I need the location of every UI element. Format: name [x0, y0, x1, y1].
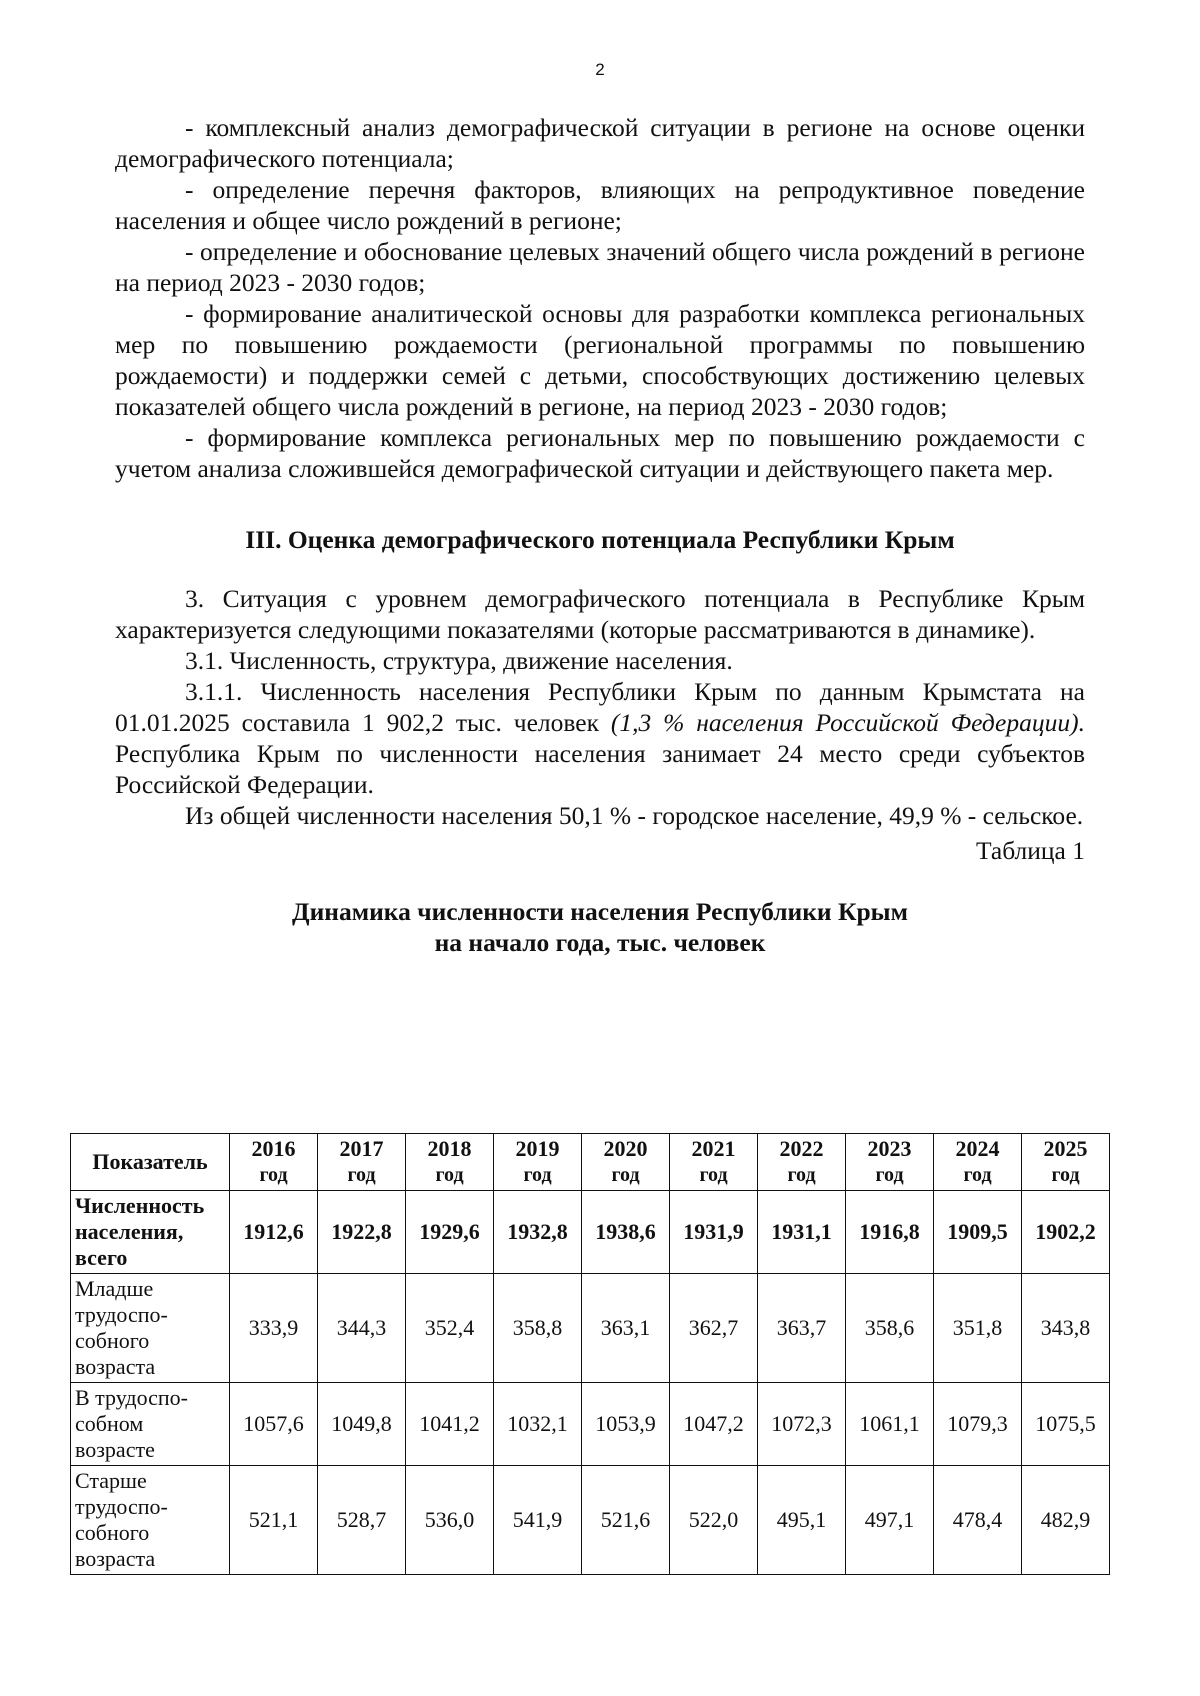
paragraph-bullet-3: - определение и обоснование целевых значений общего числа рождений в регионе на период 2023 - 2030 годов; — [115, 237, 1085, 297]
paragraph-bullet-5: - формирование комплекса региональных мер по повышению рождаемости с учетом анализа сложившейся демографической ситуации и действующего пакета мер. — [115, 423, 1085, 483]
table-cell: 1912,6 — [230, 1191, 318, 1274]
table-cell: 1079,3 — [934, 1383, 1022, 1466]
table-cell: 1931,9 — [670, 1191, 758, 1274]
table-cell: 352,4 — [406, 1274, 494, 1383]
table-cell: 1041,2 — [406, 1383, 494, 1466]
table-row — [71, 1383, 1110, 1466]
table-cell: 528,7 — [318, 1466, 406, 1575]
paragraph-3-1: 3.1. Численность, структура, движение населения. — [185, 646, 733, 675]
table-header-row — [71, 1134, 1110, 1191]
table-title-line-1: Динамика численности населения Республики Крым — [292, 897, 908, 926]
table-cell: 1047,2 — [670, 1383, 758, 1466]
paragraph-3: 3. Ситуация с уровнем демографического потенциала в Республике Крым характеризуется следующими показателями (которые рассматриваются в динамике). — [115, 584, 1085, 644]
population-table — [70, 1133, 1110, 1575]
paragraph-bullet-2: - определение перечня факторов, влияющих на репродуктивное поведение населения и общее число рождений в регионе; — [115, 175, 1085, 235]
table-cell: 1916,8 — [846, 1191, 934, 1274]
table-cell: 1938,6 — [582, 1191, 670, 1274]
table-cell: 1902,2 — [1022, 1191, 1110, 1274]
table-row — [71, 1466, 1110, 1575]
paragraph-bullet-1: - комплексный анализ демографической ситуации в регионе на основе оценки демографического потенциала; — [115, 113, 1085, 173]
table-caption: Таблица 1 — [975, 836, 1085, 865]
table-cell: 521,1 — [230, 1466, 318, 1575]
table-cell: 1057,6 — [230, 1383, 318, 1466]
table-cell: 495,1 — [758, 1466, 846, 1575]
table-cell: 1061,1 — [846, 1383, 934, 1466]
row-label: Старше трудоспо-собного возраста — [71, 1466, 230, 1575]
table-cell: 1075,5 — [1022, 1383, 1110, 1466]
table-cell: 333,9 — [230, 1274, 318, 1383]
paragraph-3-1-1-italic: (1,3 % населения Российской Федерации). — [610, 708, 1085, 737]
table-cell: 1072,3 — [758, 1383, 846, 1466]
table-cell: 1932,8 — [494, 1191, 582, 1274]
header-year: 2018 год — [406, 1134, 494, 1191]
table-cell: 541,9 — [494, 1466, 582, 1575]
table-cell: 521,6 — [582, 1466, 670, 1575]
header-year: 2020 год — [582, 1134, 670, 1191]
table-cell: 1049,8 — [318, 1383, 406, 1466]
table-cell: 1053,9 — [582, 1383, 670, 1466]
table-cell: 362,7 — [670, 1274, 758, 1383]
paragraph-3-1-1 — [115, 676, 1085, 800]
table-cell: 1032,1 — [494, 1383, 582, 1466]
table-cell: 358,8 — [494, 1274, 582, 1383]
row-label: Численность населения, всего — [71, 1191, 230, 1274]
table-cell: 1931,1 — [758, 1191, 846, 1274]
paragraph-3-1-1-end: Республика Крым по численности населения занимает 24 место среди субъектов Российской Федерации. — [115, 739, 1085, 799]
table-title-line-2: на начало года, тыс. человек — [434, 928, 766, 957]
table-cell: 351,8 — [934, 1274, 1022, 1383]
table-cell: 497,1 — [846, 1466, 934, 1575]
header-year: 2023 год — [846, 1134, 934, 1191]
header-year: 2022 год — [758, 1134, 846, 1191]
table-cell: 363,7 — [758, 1274, 846, 1383]
table-row — [71, 1191, 1110, 1274]
table-cell: 344,3 — [318, 1274, 406, 1383]
document-body — [115, 112, 1085, 958]
row-label: Младше трудоспо-собного возраста — [71, 1274, 230, 1383]
table-title — [115, 896, 1085, 958]
table-cell: 1922,8 — [318, 1191, 406, 1274]
header-year: 2021 год — [670, 1134, 758, 1191]
table-cell: 363,1 — [582, 1274, 670, 1383]
table-cell: 482,9 — [1022, 1466, 1110, 1575]
header-indicator: Показатель — [71, 1134, 230, 1191]
paragraph-bullet-4: - формирование аналитической основы для разработки комплекса региональных мер по повышению рождаемости (региональной программы по повышению рождаемости) и поддержки семей с детьми, способствующих достижению целевых показателей общего числа рождений в регионе, на период 2023 - 2030 годов; — [115, 299, 1085, 421]
table-cell: 522,0 — [670, 1466, 758, 1575]
row-label: В трудоспо-собном возрасте — [71, 1383, 230, 1466]
table-cell: 343,8 — [1022, 1274, 1110, 1383]
table-cell: 1929,6 — [406, 1191, 494, 1274]
paragraph-3-1-1-start: 3.1.1. Численность населения Республики Крым по данным Крымстата на 01.01.2025 составила 1 902,2 тыс. человек — [115, 677, 1085, 737]
paragraph-urban-rural: Из общей численности населения 50,1 % - городское население, 49,9 % - сельское. — [185, 801, 1084, 830]
header-year: 2016 год — [230, 1134, 318, 1191]
table-row — [71, 1274, 1110, 1383]
header-year: 2024 год — [934, 1134, 1022, 1191]
table-cell: 1909,5 — [934, 1191, 1022, 1274]
header-year: 2017 год — [318, 1134, 406, 1191]
table-cell: 358,6 — [846, 1274, 934, 1383]
section-heading: III. Оценка демографического потенциала Республики Крым — [245, 525, 955, 554]
header-year: 2025 год — [1022, 1134, 1110, 1191]
page-number: 2 — [595, 60, 605, 79]
header-year: 2019 год — [494, 1134, 582, 1191]
table-cell: 536,0 — [406, 1466, 494, 1575]
table-cell: 478,4 — [934, 1466, 1022, 1575]
